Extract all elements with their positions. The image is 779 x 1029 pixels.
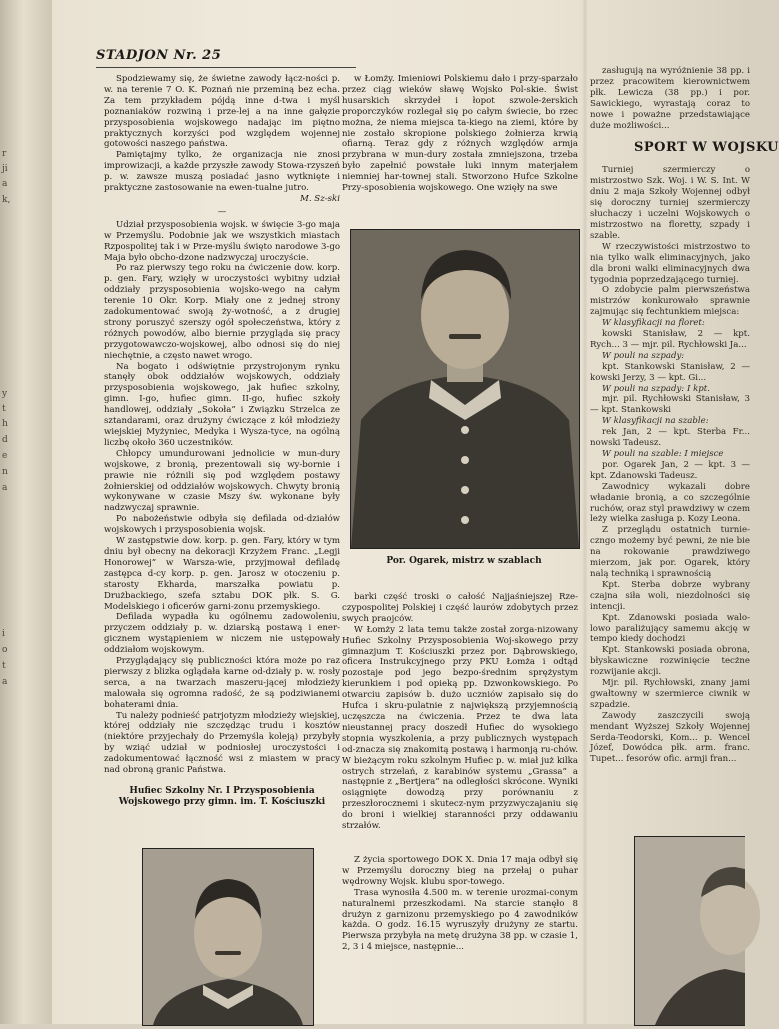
paragraph: O zdobycie palm pierwszeństwa mistrzów konkurowało sprawnie zajmując się fechtunkiem miejsca: (590, 285, 750, 318)
article-column-middle-bottom (342, 855, 578, 953)
paragraph: Udział przysposobienia wojsk. w święcie 3-go maja w Przemyślu. Podobnie jak we wszystkich miastach Rzpospolitej tak i w Prze-myślu święto narodowe 3-go Maja było obcho-dzone nadzwyczaj uroczyście. (104, 219, 340, 263)
page-crease (582, 0, 588, 1024)
result-line: por. Ogarek Jan, 2 — kpt. 3 — kpt. Zdanowski Tadeusz. (590, 459, 750, 481)
spine-fragment: n (2, 467, 8, 477)
book-spine (0, 0, 53, 1024)
paragraph: barki część troski o całość Najjaśniejszej Rze-czypospolitej Polskiej i część laurów zdobytych przez swych praojców. (342, 592, 578, 624)
portrait-figure-icon (143, 849, 313, 1025)
portrait-photo-officer (350, 229, 580, 549)
spine-fragment: i (2, 629, 5, 639)
result-line: kpt. Stankowski Stanisław, 2 — kowski Jerzy, 3 — kpt. Gi... (590, 361, 750, 383)
spine-fragment: a (2, 483, 8, 493)
section-heading: Hufiec Szkolny Nr. I Przysposobienia Wojskowego przy gimn. im. T. Kościuszki (118, 786, 326, 807)
spine-fragment: k, (2, 195, 11, 205)
classification-heading: W pouli na szable: I miejsce (602, 449, 724, 459)
paragraph: Turniej szermierczy o mistrzostwo Szk. Woj. i W. S. Int. W dniu 2 maja Szkoły Wojennej odbył się doroczny turniej szermierczy słuchaczy i uczelni Wojskowych o mistrzostwo na floretty, szpady i szable. (590, 165, 750, 241)
spine-fragment: a (2, 677, 8, 687)
paragraph: W Łomży 2 lata temu także został zorga-nizowany Hufiec Szkolny Przysposobienia Woj-skowego przy gimnazjum T. Kościuszki przez por. Dąbrowskiego, oficera Instrukcyjnego przy PKU Łomża i odtąd pozostaje pod jego bezpo-średnim sprężystym kierunkiem i pod opieką pp. Dzwonkowskiego. Po otwarciu zapisów b. dużo uczniów zapisało się do Hufca i skru-pulatnie z największą przyjemnością uczęszcza na ćwiczenia. Przez te dwa lata nieustannej pracy doszedł Hufiec do wysokiego stopnia wyszkolenia, a przy publicznych występach od-znacza się znakomitą postawą i harmonją ru-chów. W bieżącym roku szkolnym Hufiec p. w. miał już kilka ostrych strzelań, z karabinów systemu „Grassa” a następnie z „Bertjera” na odległości skrócone. Wyniki osiągnięte dowodzą przy porównaniu z przeszłorocznemi i skutecz-nym przyzwyczajaniu się do broni i wielkiej staranności przy oddawaniu strzałów. (342, 624, 578, 832)
paragraph: Z przeglądu ostatnich turnie-czngo możemy być pewni, że nie bie na rokowanie prawdziwego mierzom, jak por. Ogarek, który nalą techniką i sprawnością (590, 525, 750, 579)
spine-fragment: d (2, 435, 8, 445)
paragraph: W rzeczywistości mistrzostwo to nia tylko walk eliminacyjnych, jako dla broni walki eliminacyjnych dwa tygodnia poprzedzającego turniej. (590, 241, 750, 285)
classification-heading: W klasyfikacji na floret: (602, 318, 705, 329)
article-column-middle (342, 592, 578, 832)
spine-fragment: y (2, 389, 8, 399)
paragraph: Spodziewamy się, że świetne zawody łącz-ności p. w. na terenie 7 O. K. Poznań nie przeminą bez echa. Za tem przykładem pójdą inne d-twa i myśl poznaniaków rozwiną i prze-lej a na inne gałęzie przysposobienia wojskowego nadając im piętno praktycznych korzyści pod względem wojennej gotowości naszego państwa. (104, 74, 340, 150)
spine-fragment: o (2, 645, 8, 655)
section-divider: — (217, 206, 227, 217)
portrait-figure-icon (635, 837, 745, 1025)
paragraph: Z życia sportowego DOK X. Dnia 17 maja odbył się w Przemyślu doroczny bieg na przełaj o puhar wędrowny Wojsk. klubu spor-towego. (342, 855, 578, 887)
article-column-left (104, 74, 340, 834)
author-signature: M. Sz-ski (300, 193, 340, 204)
portrait-photo-partial (634, 836, 745, 1026)
paragraph: Na bogato i odświętnie przystrojonym rynku stanęły obok oddziałów wojskowych, oddziały przysposobienia wojskowego, jak hufiec szkolny, gimn. I-go, hufiec gimn. II-go, hufiec szkoły handlowej, oddziały „Sokoła” i Związku Strzelca ze sztandarami, oraz drużyny ćwiczące z kół młodzieży wiejskiej Myżyniec, Medyka i Wysza-tyce, na ogólną liczbę około 360 uczestników. (104, 361, 340, 448)
spine-fragment: ji (2, 164, 8, 174)
spine-fragment: t (2, 661, 6, 671)
spine-fragment: e (2, 451, 8, 461)
spine-fragment: a (2, 179, 8, 189)
portrait-photo-lower (142, 848, 314, 1026)
portrait-figure-icon (351, 230, 579, 548)
paragraph: Mjr. pil. Rychłowski, znany jami gwałtowny w szermierce ciwnik w szpadzie. (590, 678, 750, 710)
spine-fragment: h (2, 419, 8, 429)
paragraph: Przyglądający się publiczności która może po raz pierwszy z blizka oglądała karne od-działy p. w. rosły serca, a na twarzach maszeru-jącej młodzieży malowała się ogromna radość, że są podziwianemi bohaterami dnia. (104, 656, 340, 710)
paragraph: Po nabożeństwie odbyła się defilada od-działów wojskowych i przysposobienia wojsk. (104, 514, 340, 536)
classification-heading: W pouli na szpady: (602, 350, 685, 361)
article-column-right (590, 66, 750, 765)
magazine-page (52, 0, 779, 1024)
spine-fragment: t (2, 404, 6, 414)
classification-heading: W klasyfikacji na szable: (602, 416, 709, 427)
paragraph: Tu należy podnieść patrjotyzm młodzieży wiejskiej, której oddziały nie szczędząc trudu i kosztów (niektóre przyjechały do Przemyśla koleją) przybyły by wziąć udział w podniosłej uroczystości i zadokumentować łączność wsi z miastem w pracy nad obroną granic Państwa. (104, 710, 340, 776)
paragraph: zasługują na wyróżnienie 38 pp. i przez pracowitem kierownictwem płk. Lewicza (38 pp.) i por. Sawickiego, wyrastają coraz to nowe i poważne przedstawiające duże możliwości... (590, 66, 750, 131)
spine-fragment: r (2, 149, 7, 159)
paragraph: Pamiętajmy tylko, że organizacja nie znosi improwizacji, a każde przyszłe zawody Stowa-rzyszeń p. w. zawsze muszą posiadać jasno wytknięte i praktyczne zastosowanie na ewen-tualne jutro. (104, 150, 340, 194)
paragraph: W zastępstwie dow. korp. p. gen. Fary, który w tym dniu był obecny na dekoracji Krzyżem Franc. „Legji Honorowej” w Warsza-wie, przyjmował defiladę zastępca d-cy korp. p. gen. Jarosz w otoczeniu p. starosty Ekharda, marszałka powiatu p. Drużbackiego, szefa sztabu DOK płk. S. G. Modelskiego i oficerów garni-zonu przemyskiego. (104, 536, 340, 612)
article-column-middle-top (342, 74, 578, 194)
section-heading-sport: SPORT W WOJSKU (634, 140, 779, 155)
result-line: kowski Stanisław, 2 — kpt. Rych... 3 — mjr. pil. Rychłowski Ja... (590, 329, 750, 350)
paragraph: Trasa wynosiła 4.500 m. w terenie urozmai-conym naturalnemi przeszkodami. Na starcie stanęło 8 drużyn z garnizonu przemyskiego po 4 zawodników każda. O godz. 16.15 wyruszyły drużyny ze startu. Pierwsza przybyła na metę drużyna 38 pp. w czasie 1, 2, 3 i 4 miejsce, następnie... (342, 887, 578, 953)
paragraph: Defilada wypadła ku ogólnemu zadowoleniu, przyczem oddziały p. w. dziarską postawą i ener-gicznem wystąpieniem w niczem nie ustępowały oddziałom wojskowym. (104, 612, 340, 656)
photo-caption: Por. Ogarek, mistrz w szablach (386, 556, 542, 566)
paragraph: Zawody zaszczycili swoją mendant Wyższej Szkoły Wojennej Serda-Teodorski, Kom... p. Wencel Józef, Dowódca płk. arm. franc. Tupet... fesorów ofic. armji fran... (590, 710, 750, 765)
paragraph: Kpt. Sterba dobrze wybrany czajna siła woli, niezdolności się intencji. (590, 579, 750, 612)
classification-heading: W pouli na szpady: I kpt. (602, 383, 710, 394)
paragraph: Po raz pierwszy tego roku na ćwiczenie dow. korp. p. gen. Fary, wzięły w uroczystości wybitny udział oddziały przysposobienia wojsko-wego na całym terenie 10 Okr. Korp. Miały one z jednej strony zadokumentować swoją ży-wotność, a z drugiej strony poruszyć szerszy ogół społeczeństwa, który z różnych powodów, albo biernie przygląda się pracy przygotowawczo-wojskowej, albo odnosi się do niej niechętnie, a często nawet wrogo. (104, 263, 340, 361)
paragraph: Kpt. Stankowski posiada obrona, błyskawiczne rozwinięcie tecżne rozwijanie akcji. (590, 645, 750, 678)
result-line: rek Jan, 2 — kpt. Sterba Fr... nowski Tadeusz. (590, 427, 750, 449)
page-header-title: STADJON Nr. 25 (96, 48, 222, 63)
paragraph: Chłopcy umundurowani jednolicie w mun-dury wojskowe, z bronią, prezentowali się wy-bornie i prawie nie różnili się pod względem postawy żołnierskiej od oddziałów wojskowych. Chwyty bronią wykonywane w czasie Mszy św. wykonane były nadzwyczaj sprawnie. (104, 448, 340, 514)
result-line: mjr. pil. Rychłowski Stanisław, 3 — kpt. Stankowski (590, 394, 750, 416)
header-divider (96, 67, 356, 68)
paragraph: w Łomży. Imieniowi Polskiemu dało i przy-sparzało przez ciąg wieków sławę Wojsko Pol-skie. Świst husarskich skrzydeł i łopot szwole-żerskich proporczyków rozlegał się po całym świecie, bo rzec można, że niema miejsca ta-kiego na ziemi, które by nie zostało skropione polskiego żołnierza krwią ofiarną. Teraz gdy z różnych względów armja przybrana w mun-dury została zmniejszona, trzeba było zapełnić powstałe luki innym materjałem niemniej har-townej stali. Stworzono Hufce Szkolne Przy-sposobienia wojskowego. One wzięły na swe (342, 74, 578, 194)
paragraph: Zawodnicy wykazali dobre władanie bronią, a co szczególnie ruchów, oraz styl prawdziwy w czem leży wielka zasługa p. Kozy Leona. (590, 481, 750, 525)
paragraph: Kpt. Zdanowski posiada walo-lowo paraliżujący samemu akcję w tempo kiedy dochodzi (590, 612, 750, 645)
